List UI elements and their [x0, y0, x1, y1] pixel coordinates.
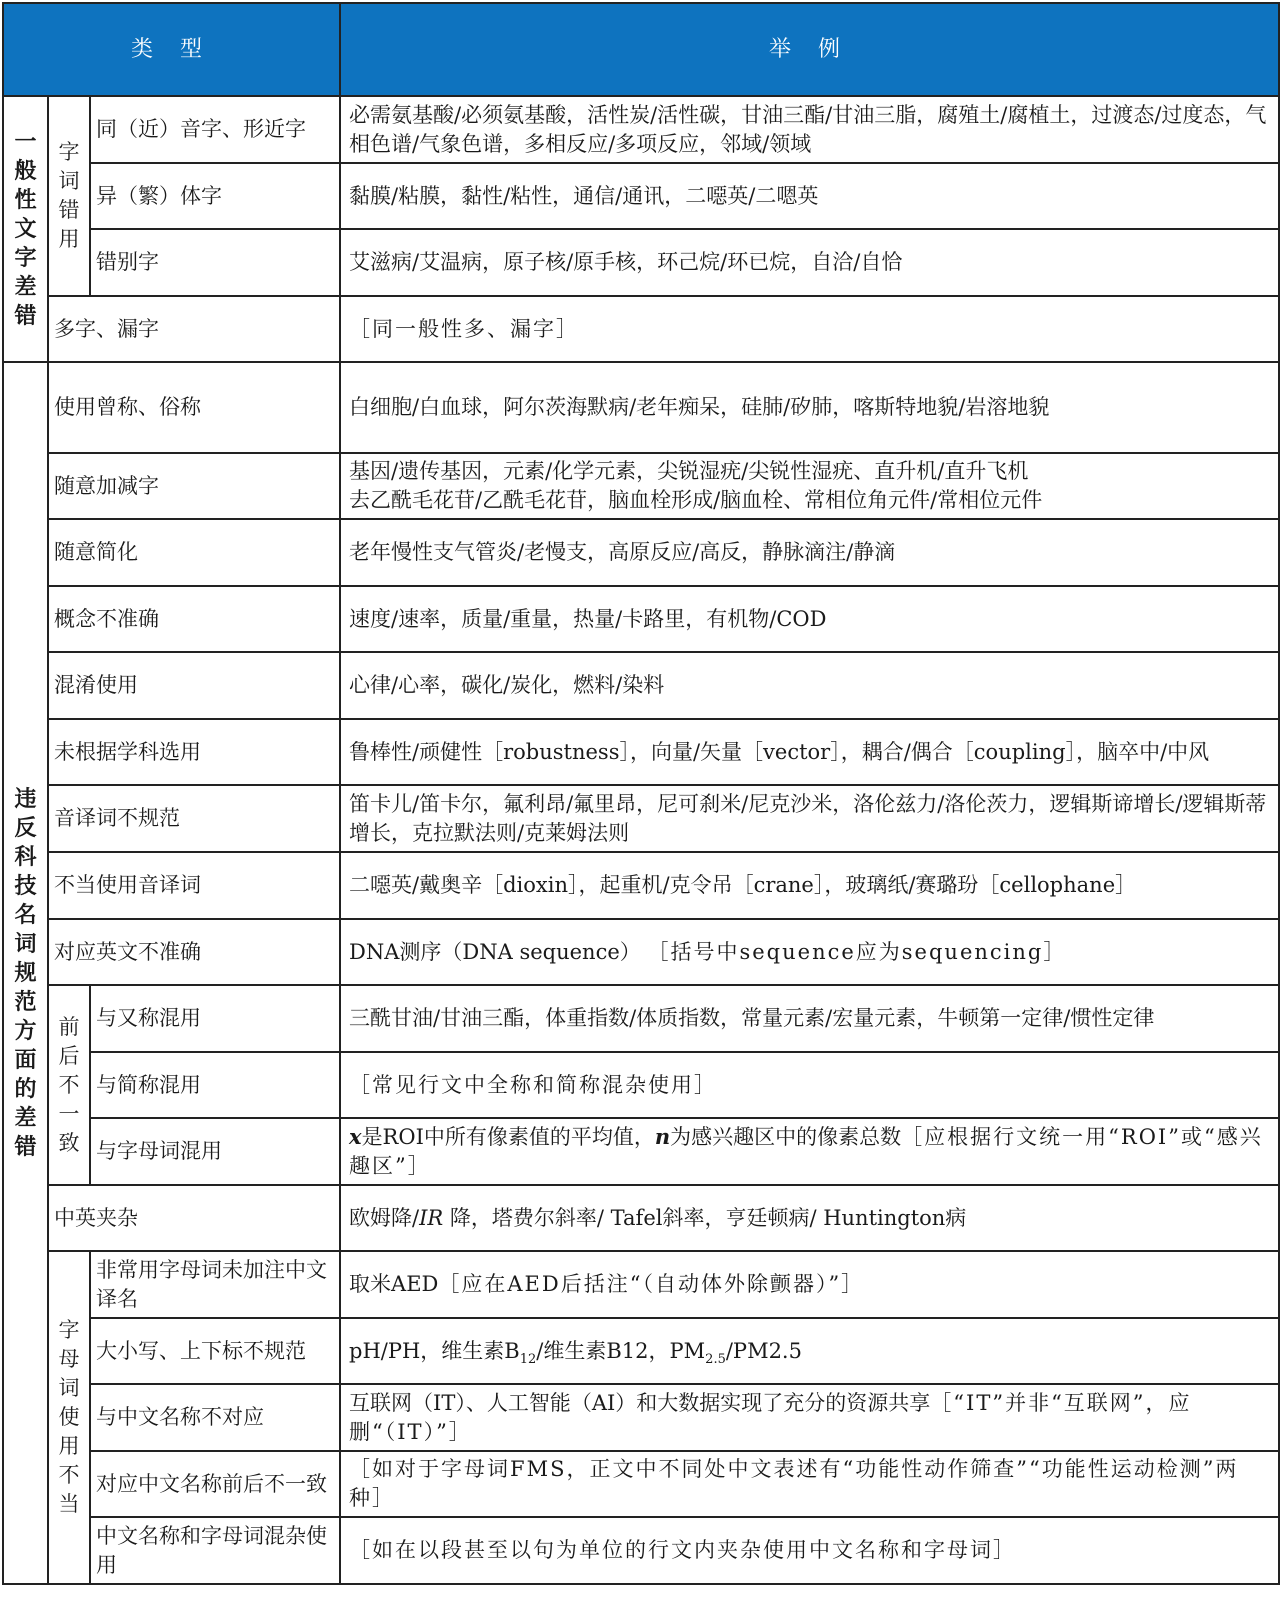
table-row — [3, 1318, 1279, 1384]
table-row — [3, 362, 1279, 453]
type-cell: 错别字 — [90, 229, 340, 296]
example-cell: 心律/心率，碳化/炭化，燃料/染料 — [340, 652, 1279, 719]
type-cell: 随意加减字 — [48, 453, 340, 519]
example-cell: 笛卡儿/笛卡尔，氟利昂/氟里昂，尼可刹米/尼克沙米，洛伦兹力/洛伦茨力，逻辑斯谛增长/逻辑斯蒂增长，克拉默法则/克莱姆法则 — [340, 785, 1279, 852]
type-cell: 概念不准确 — [48, 586, 340, 652]
table-row — [3, 586, 1279, 652]
header-type: 类 型 — [3, 3, 340, 96]
table-row — [3, 652, 1279, 719]
example-text: pH/PH，维生素B — [349, 1338, 520, 1363]
type-cell: 与字母词混用 — [90, 1118, 340, 1185]
example-line: 基因/遗传基因，元素/化学元素，尖锐湿疣/尖锐性湿疣、直升机/直升飞机 — [349, 459, 1029, 483]
table-row — [3, 1118, 1279, 1185]
example-line: 去乙酰毛花苷/乙酰毛花苷，脑血栓形成/脑血栓、常相位角元件/常相位元件 — [349, 488, 1043, 512]
type-cell: 混淆使用 — [48, 652, 340, 719]
type-cell: 随意简化 — [48, 519, 340, 586]
var-n: n — [654, 1124, 671, 1149]
type-cell: 未根据学科选用 — [48, 719, 340, 785]
example-cell: 老年慢性支气管炎/老慢支，高原反应/高反，静脉滴注/静滴 — [340, 519, 1279, 586]
example-cell — [340, 1318, 1279, 1384]
example-cell: 必需氨基酸/必须氨基酸，活性炭/活性碳，甘油三酯/甘油三脂，腐殖土/腐植土，过渡态/过度态，气相色谱/气象色谱，多相反应/多项反应，邻域/领域 — [340, 96, 1279, 163]
example-cell — [340, 1517, 1279, 1584]
type-cell: 大小写、上下标不规范 — [90, 1318, 340, 1384]
type-cell: 多字、漏字 — [48, 296, 340, 362]
note-text: ［同一般性多、漏字］ — [349, 316, 580, 341]
var-x: x — [349, 1124, 362, 1149]
note-text: ［“IT”并非“互联网”，应删“（IT）”］ — [349, 1390, 1192, 1444]
example-text: DNA测序（DNA sequence） — [349, 939, 641, 964]
example-cell: 艾滋病/艾温病，原子核/原手核，环己烷/环已烷，自洽/自恰 — [340, 229, 1279, 296]
example-text: 为感兴趣区中的像素总数 — [670, 1125, 902, 1149]
type-cell: 不当使用音译词 — [48, 852, 340, 919]
example-text: 互联网（IT）、人工智能（AI）和大数据实现了充分的资源共享 — [349, 1390, 931, 1415]
note-text: ［应在AED后括注“（自动体外除颤器）”］ — [438, 1272, 865, 1296]
note-text: ［括号中sequence应为sequencing］ — [647, 939, 1067, 964]
note-text: ［应根据行文统一用“ROI”或“感兴趣区”］ — [349, 1125, 1263, 1178]
table-row — [3, 163, 1279, 229]
table-row — [3, 785, 1279, 852]
example-cell: 三酰甘油/甘油三酯，体重指数/体质指数，常量元素/宏量元素，牛顿第一定律/惯性定律 — [340, 985, 1279, 1052]
example-cell — [340, 1118, 1279, 1185]
table-row — [3, 453, 1279, 519]
note-text: ［常见行文中全称和简称混杂使用］ — [349, 1072, 718, 1097]
example-cell — [340, 1251, 1279, 1318]
example-cell: 速度/速率，质量/重量，热量/卡路里，有机物/COD — [340, 586, 1279, 652]
type-cell: 中英夹杂 — [48, 1185, 340, 1251]
table-row — [3, 1451, 1279, 1517]
type-cell: 使用曾称、俗称 — [48, 362, 340, 453]
ir-symbol: IR — [419, 1205, 444, 1230]
category-terminology-errors: 违反科技名词规范方面的差错 — [3, 362, 48, 1584]
note-text: ［如对于字母词FMS，正文中不同处中文表述有“功能性动作筛查”“功能性运动检测”两种］ — [349, 1457, 1239, 1510]
example-text: /维生素B12，PM — [536, 1338, 706, 1363]
example-cell: 黏膜/粘膜，黏性/粘性，通信/通讯，二噁英/二嗯英 — [340, 163, 1279, 229]
type-cell: 同（近）音字、形近字 — [90, 96, 340, 163]
example-text: 是ROI中所有像素值的平均值， — [361, 1125, 655, 1149]
type-cell: 与中文名称不对应 — [90, 1384, 340, 1451]
header-example: 举 例 — [340, 3, 1279, 96]
example-text: 取米AED — [349, 1272, 439, 1296]
table-row — [3, 96, 1279, 163]
type-cell: 音译词不规范 — [48, 785, 340, 852]
example-cell — [340, 919, 1279, 985]
type-cell: 对应中文名称前后不一致 — [90, 1451, 340, 1517]
example-cell — [340, 1451, 1279, 1517]
example-cell — [340, 1052, 1279, 1118]
subcategory-word-errors: 字词错用 — [48, 96, 90, 296]
subscript: 2.5 — [705, 1351, 726, 1367]
example-cell: 白细胞/白血球，阿尔茨海默病/老年痴呆，硅肺/矽肺，喀斯特地貌/岩溶地貌 — [340, 362, 1279, 453]
type-cell: 非常用字母词未加注中文译名 — [90, 1251, 340, 1318]
type-cell: 与又称混用 — [90, 985, 340, 1052]
header-row — [3, 3, 1279, 96]
type-cell: 中文名称和字母词混杂使用 — [90, 1517, 340, 1584]
error-types-table — [2, 2, 1280, 1585]
table-row — [3, 719, 1279, 785]
example-cell — [340, 1185, 1279, 1251]
example-cell — [340, 1384, 1279, 1451]
example-cell — [340, 453, 1279, 519]
table-row — [3, 1052, 1279, 1118]
example-cell: 鲁棒性/顽健性［robustness］，向量/矢量［vector］，耦合/偶合［coupling］，脑卒中/中风 — [340, 719, 1279, 785]
type-cell: 与简称混用 — [90, 1052, 340, 1118]
example-cell — [340, 296, 1279, 362]
subscript: 12 — [519, 1351, 537, 1367]
table-row — [3, 1517, 1279, 1584]
note-text: ［如在以段甚至以句为单位的行文内夹杂使用中文名称和字母词］ — [349, 1538, 1017, 1562]
table-row — [3, 519, 1279, 586]
table-row — [3, 1185, 1279, 1251]
category-general-text-errors: 一般性文字差错 — [3, 96, 48, 362]
example-text: 降，塔费尔斜率/ Tafel斜率，亨廷顿病/ Huntington病 — [443, 1205, 967, 1230]
table-row — [3, 919, 1279, 985]
type-cell: 异（繁）体字 — [90, 163, 340, 229]
table-row — [3, 296, 1279, 362]
subcategory-letter-words: 字母词使用不当 — [48, 1251, 90, 1584]
table-row — [3, 985, 1279, 1052]
subcategory-inconsistent: 前后不一致 — [48, 985, 90, 1185]
example-text: /PM2.5 — [725, 1338, 802, 1363]
type-cell: 对应英文不准确 — [48, 919, 340, 985]
example-text: 欧姆降/ — [349, 1205, 420, 1230]
table-row — [3, 1384, 1279, 1451]
example-cell: 二噁英/戴奥辛［dioxin］，起重机/克令吊［crane］，玻璃纸/赛璐玢［cellophane］ — [340, 852, 1279, 919]
table-row — [3, 229, 1279, 296]
table-row — [3, 852, 1279, 919]
table-row — [3, 1251, 1279, 1318]
